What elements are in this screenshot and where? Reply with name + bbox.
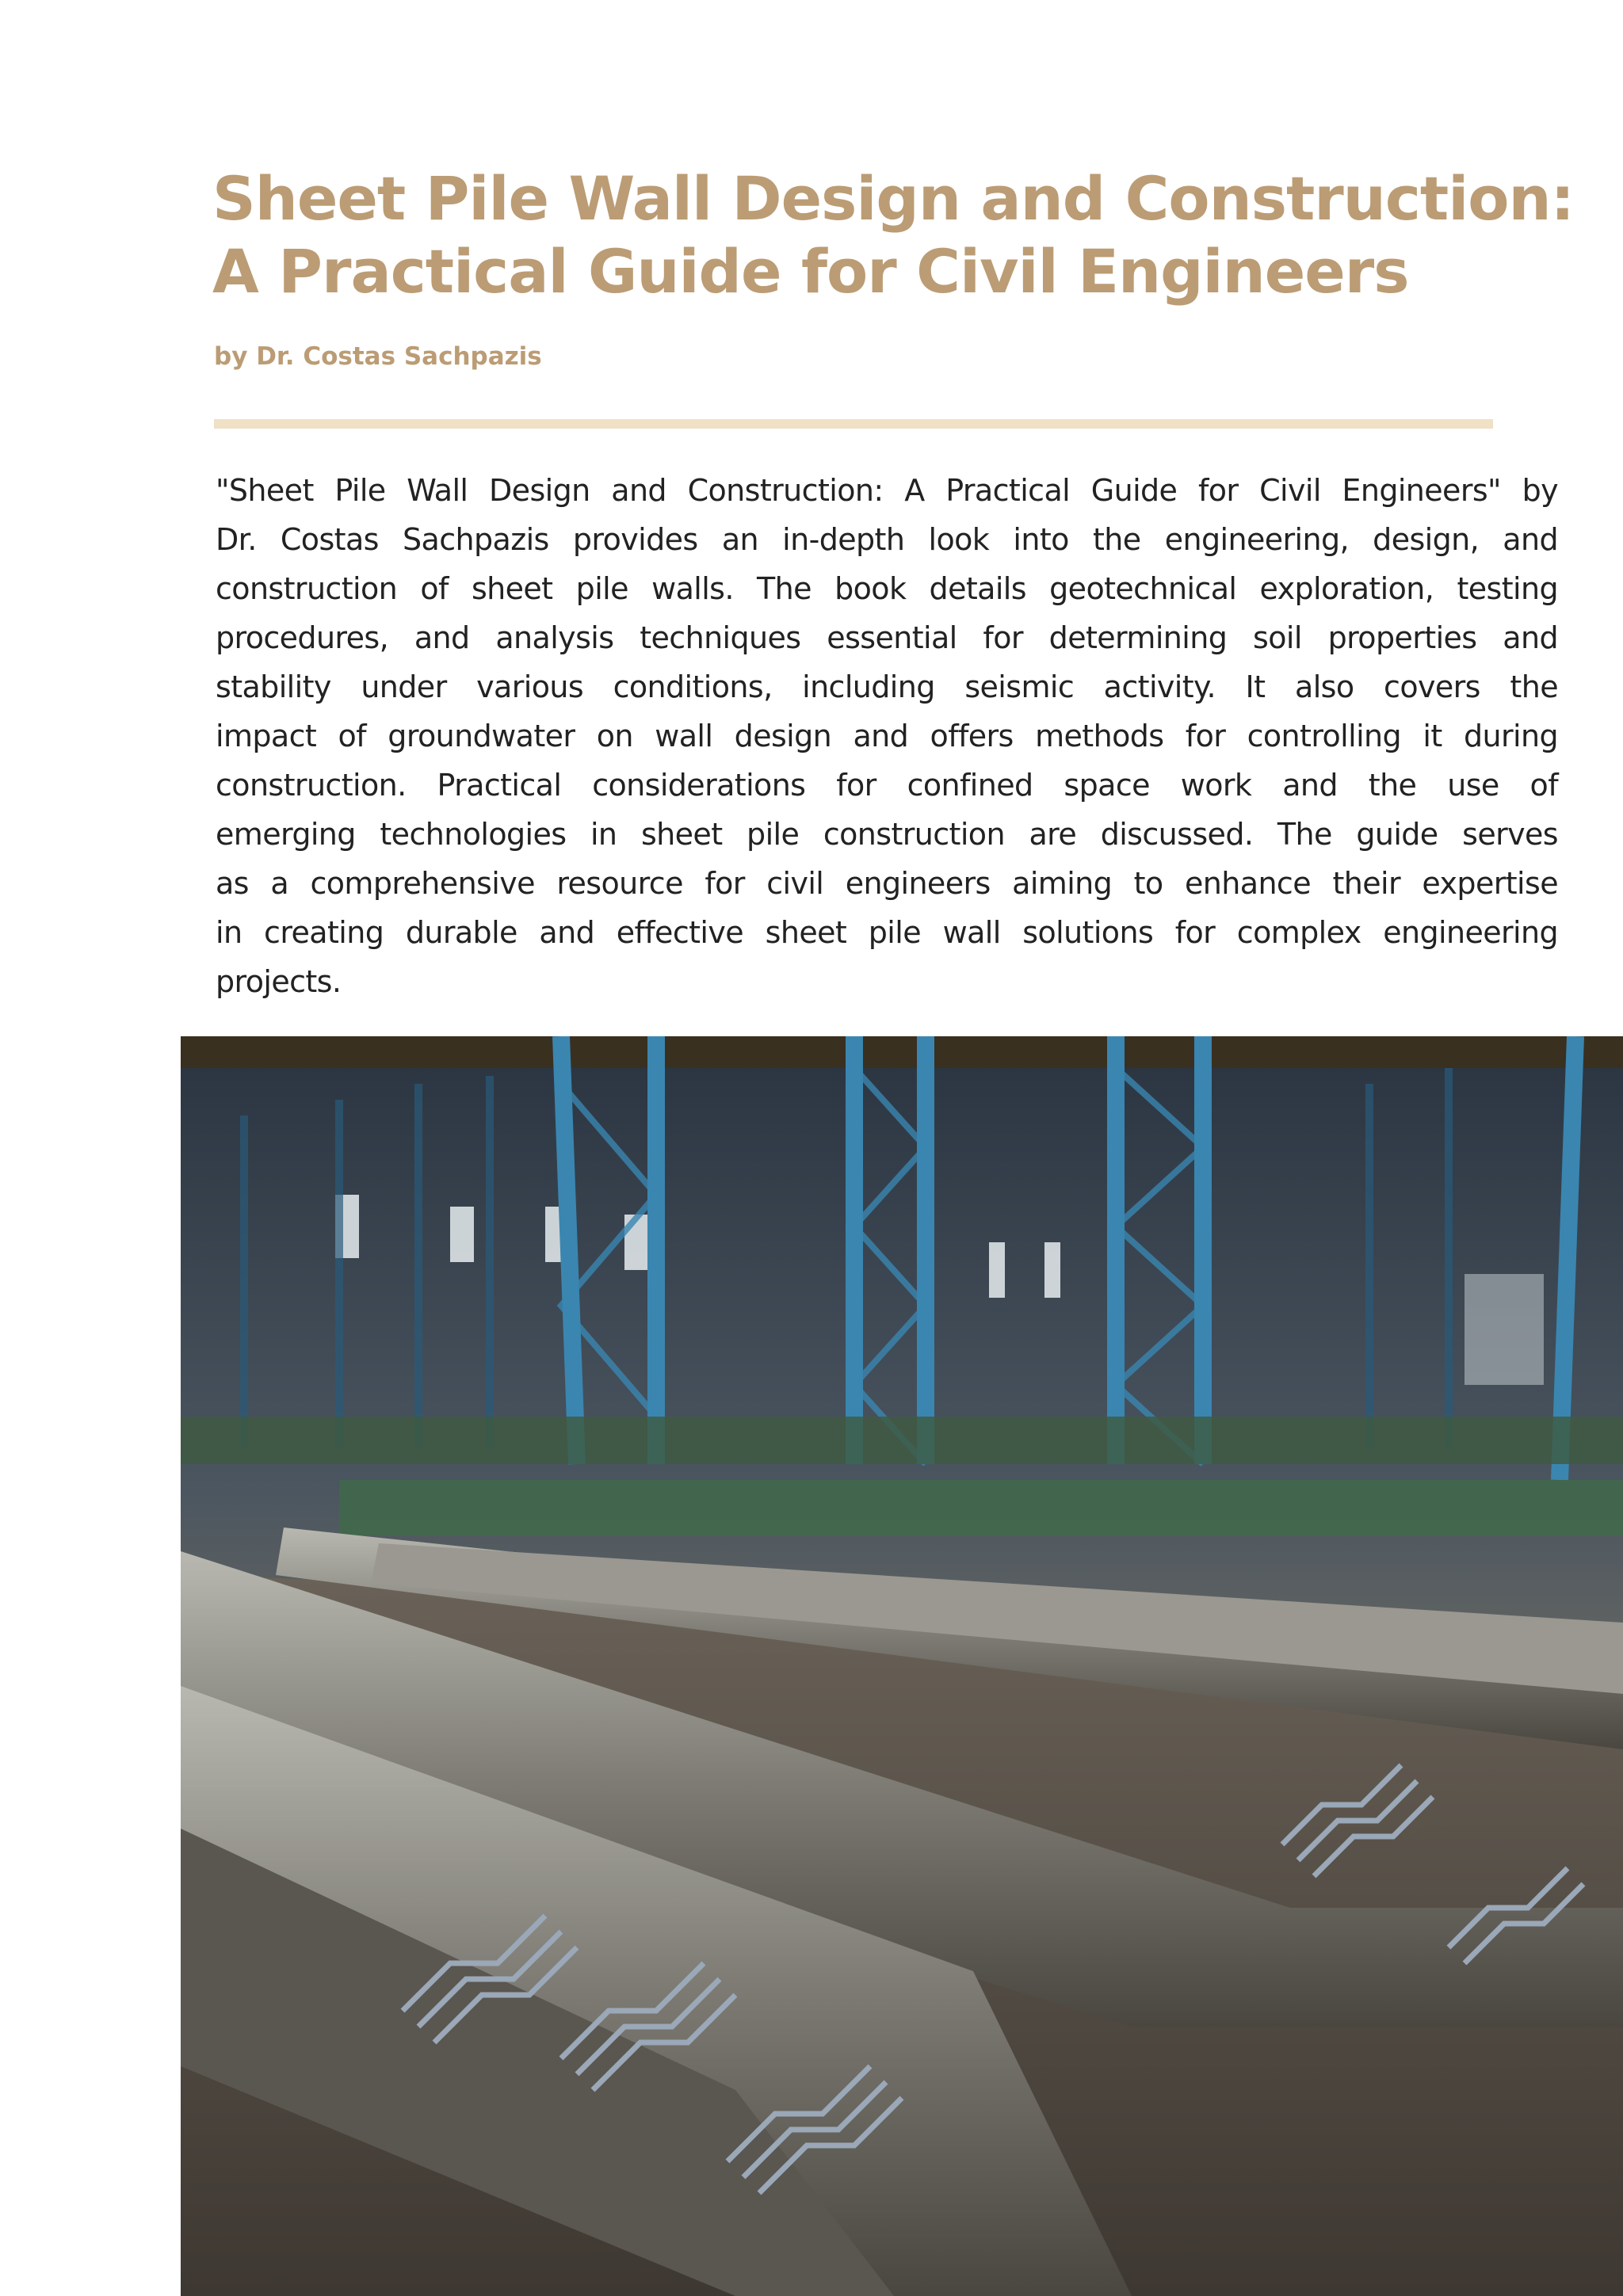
paragraph-line: impact of groundwater on wall design and offers methods for controlling it during bbox=[216, 719, 1558, 753]
sheet-pile-photo bbox=[181, 1036, 1623, 2296]
author-byline: by Dr. Costas Sachpazis bbox=[214, 342, 542, 371]
title-line-1: Sheet Pile Wall Design and Construction: bbox=[212, 163, 1575, 234]
document-title bbox=[212, 162, 1575, 308]
paragraph-line: procedures, and analysis techniques essential for determining soil properties and bbox=[216, 620, 1558, 655]
paragraph-line: in creating durable and effective sheet pile wall solutions for complex engineering bbox=[216, 915, 1558, 950]
paragraph-line: as a comprehensive resource for civil engineers aiming to enhance their expertise bbox=[216, 866, 1558, 901]
paragraph-line: construction. Practical considerations for confined space work and the use of bbox=[216, 768, 1558, 803]
paragraph-line: Dr. Costas Sachpazis provides an in-depth look into the engineering, design, and bbox=[216, 522, 1558, 557]
paragraph-line: emerging technologies in sheet pile construction are discussed. The guide serves bbox=[216, 817, 1558, 852]
paragraph-line: "Sheet Pile Wall Design and Construction: A Practical Guide for Civil Engineers" by bbox=[216, 473, 1558, 508]
title-line-2: A Practical Guide for Civil Engineers bbox=[212, 236, 1409, 307]
paragraph-line: construction of sheet pile walls. The book details geotechnical exploration, testing bbox=[216, 571, 1558, 606]
divider-rule bbox=[214, 419, 1493, 429]
paragraph-line: stability under various conditions, including seismic activity. It also covers the bbox=[216, 669, 1558, 704]
paragraph-line: projects. bbox=[216, 964, 342, 999]
description-paragraph bbox=[216, 466, 1558, 1006]
